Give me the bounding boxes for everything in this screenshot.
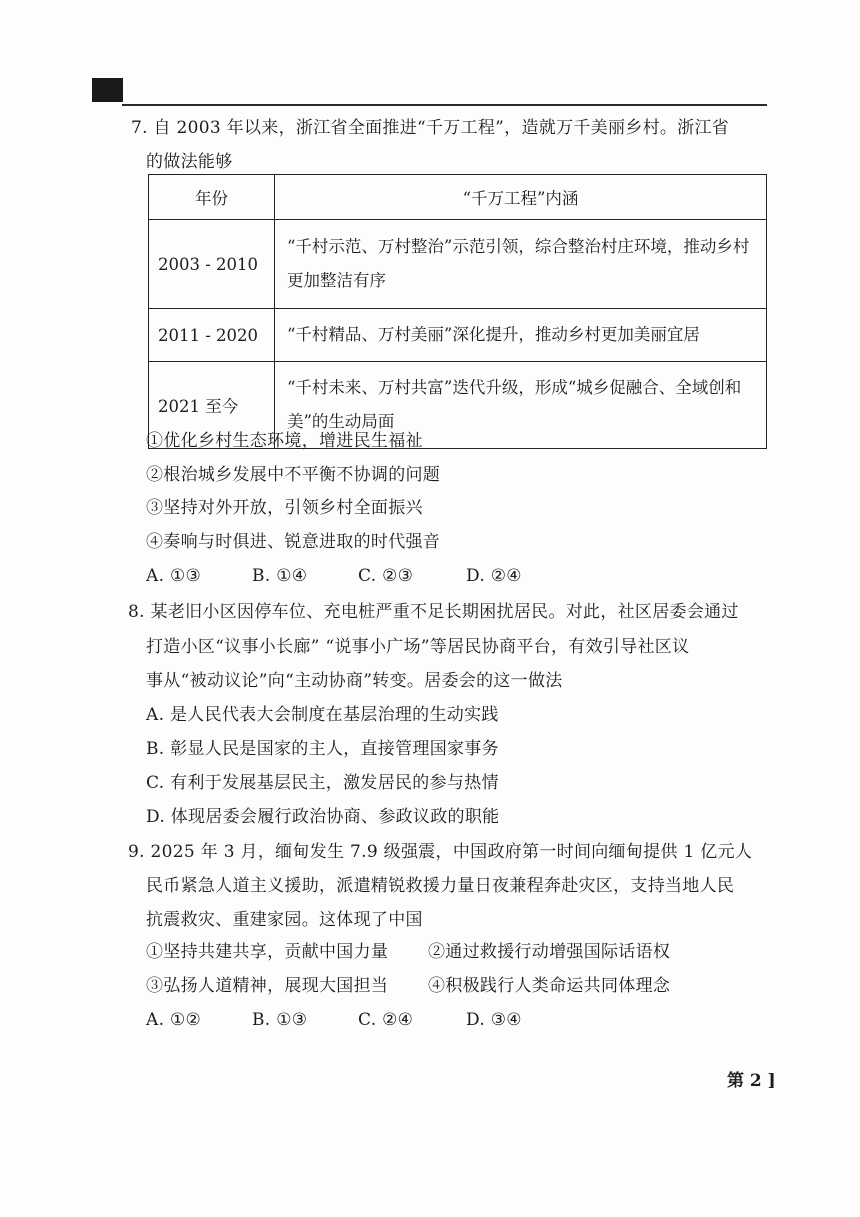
q7-option-b: B. ①④ [252,566,308,586]
q9-stem-line-3: 抗震救灾、重建家园。这体现了中国 [146,910,423,930]
q9-stem-line-1: 9. 2025 年 3 月，缅甸发生 7.9 级强震，中国政府第一时间向缅甸提供 1 亿元人 [128,842,753,862]
header-year: 年份 [149,175,275,220]
q9-statement-2: ②通过救援行动增强国际话语权 [428,942,671,962]
q7-statement-2: ②根治城乡发展中不平衡不协调的问题 [146,465,441,485]
q8-option-b: B. 彰显人民是国家的主人，直接管理国家事务 [146,739,499,759]
table-header-row [149,175,767,220]
q7-statement-3: ③坚持对外开放，引领乡村全面振兴 [146,498,423,518]
q9-stem-line-2: 民币紧急人道主义援助，派遣精锐救援力量日夜兼程奔赴灾区，支持当地人民 [146,876,735,896]
q7-stem-line-2: 的做法能够 [146,152,233,172]
q9-option-d: D. ③④ [466,1010,522,1030]
q8-option-a: A. 是人民代表大会制度在基层治理的生动实践 [146,705,499,725]
q7-statement-1: ①优化乡村生态环境，增进民生福祉 [146,431,423,451]
q7-option-d: D. ②④ [466,566,522,586]
q7-option-a: A. ①③ [146,566,202,586]
row-year: 2021 至今 [149,362,275,449]
page-number: 第 2 ] [727,1071,776,1091]
row-meaning: “千村示范、万村整治”示范引领，综合整治村庄环境，推动乡村更加整洁有序 [275,220,767,309]
table-row [149,309,767,362]
row-meaning: “千村精品、万村美丽”深化提升，推动乡村更加美丽宜居 [275,309,767,362]
row-year: 2003 - 2010 [149,220,275,309]
q7-option-c: C. ②③ [358,566,414,586]
q7-stem-line-1: 7. 自 2003 年以来，浙江省全面推进“千万工程”，造就万千美丽乡村。浙江省 [131,118,730,138]
q8-stem-line-2: 打造小区“议事小长廊” “说事小广场”等居民协商平台，有效引导社区议 [146,637,690,657]
q8-stem-line-3: 事从“被动议论”向“主动协商”转变。居委会的这一做法 [146,671,563,691]
q9-option-b: B. ①③ [252,1010,308,1030]
table-row [149,220,767,309]
header-rule [122,104,767,106]
q9-statement-3: ③弘扬人道精神，展现大国担当 [146,976,389,996]
q9-statement-4: ④积极践行人类命运共同体理念 [428,976,671,996]
q9-statement-1: ①坚持共建共享，贡献中国力量 [146,942,389,962]
q9-option-c: C. ②④ [358,1010,414,1030]
q9-option-a: A. ①② [146,1010,202,1030]
q7-statement-4: ④奏响与时俱进、锐意进取的时代强音 [146,532,441,552]
corner-mark [92,78,123,102]
header-meaning: “千万工程”内涵 [275,175,767,220]
row-meaning: “千村未来、万村共富”迭代升级，形成“城乡促融合、全域创和美”的生动局面 [275,362,767,449]
row-year: 2011 - 2020 [149,309,275,362]
q8-option-c: C. 有利于发展基层民主，激发居民的参与热情 [146,773,499,793]
q7-table [148,174,767,449]
q8-stem-line-1: 8. 某老旧小区因停车位、充电桩严重不足长期困扰居民。对此，社区居委会通过 [128,602,739,622]
q8-option-d: D. 体现居委会履行政治协商、参政议政的职能 [146,807,500,827]
